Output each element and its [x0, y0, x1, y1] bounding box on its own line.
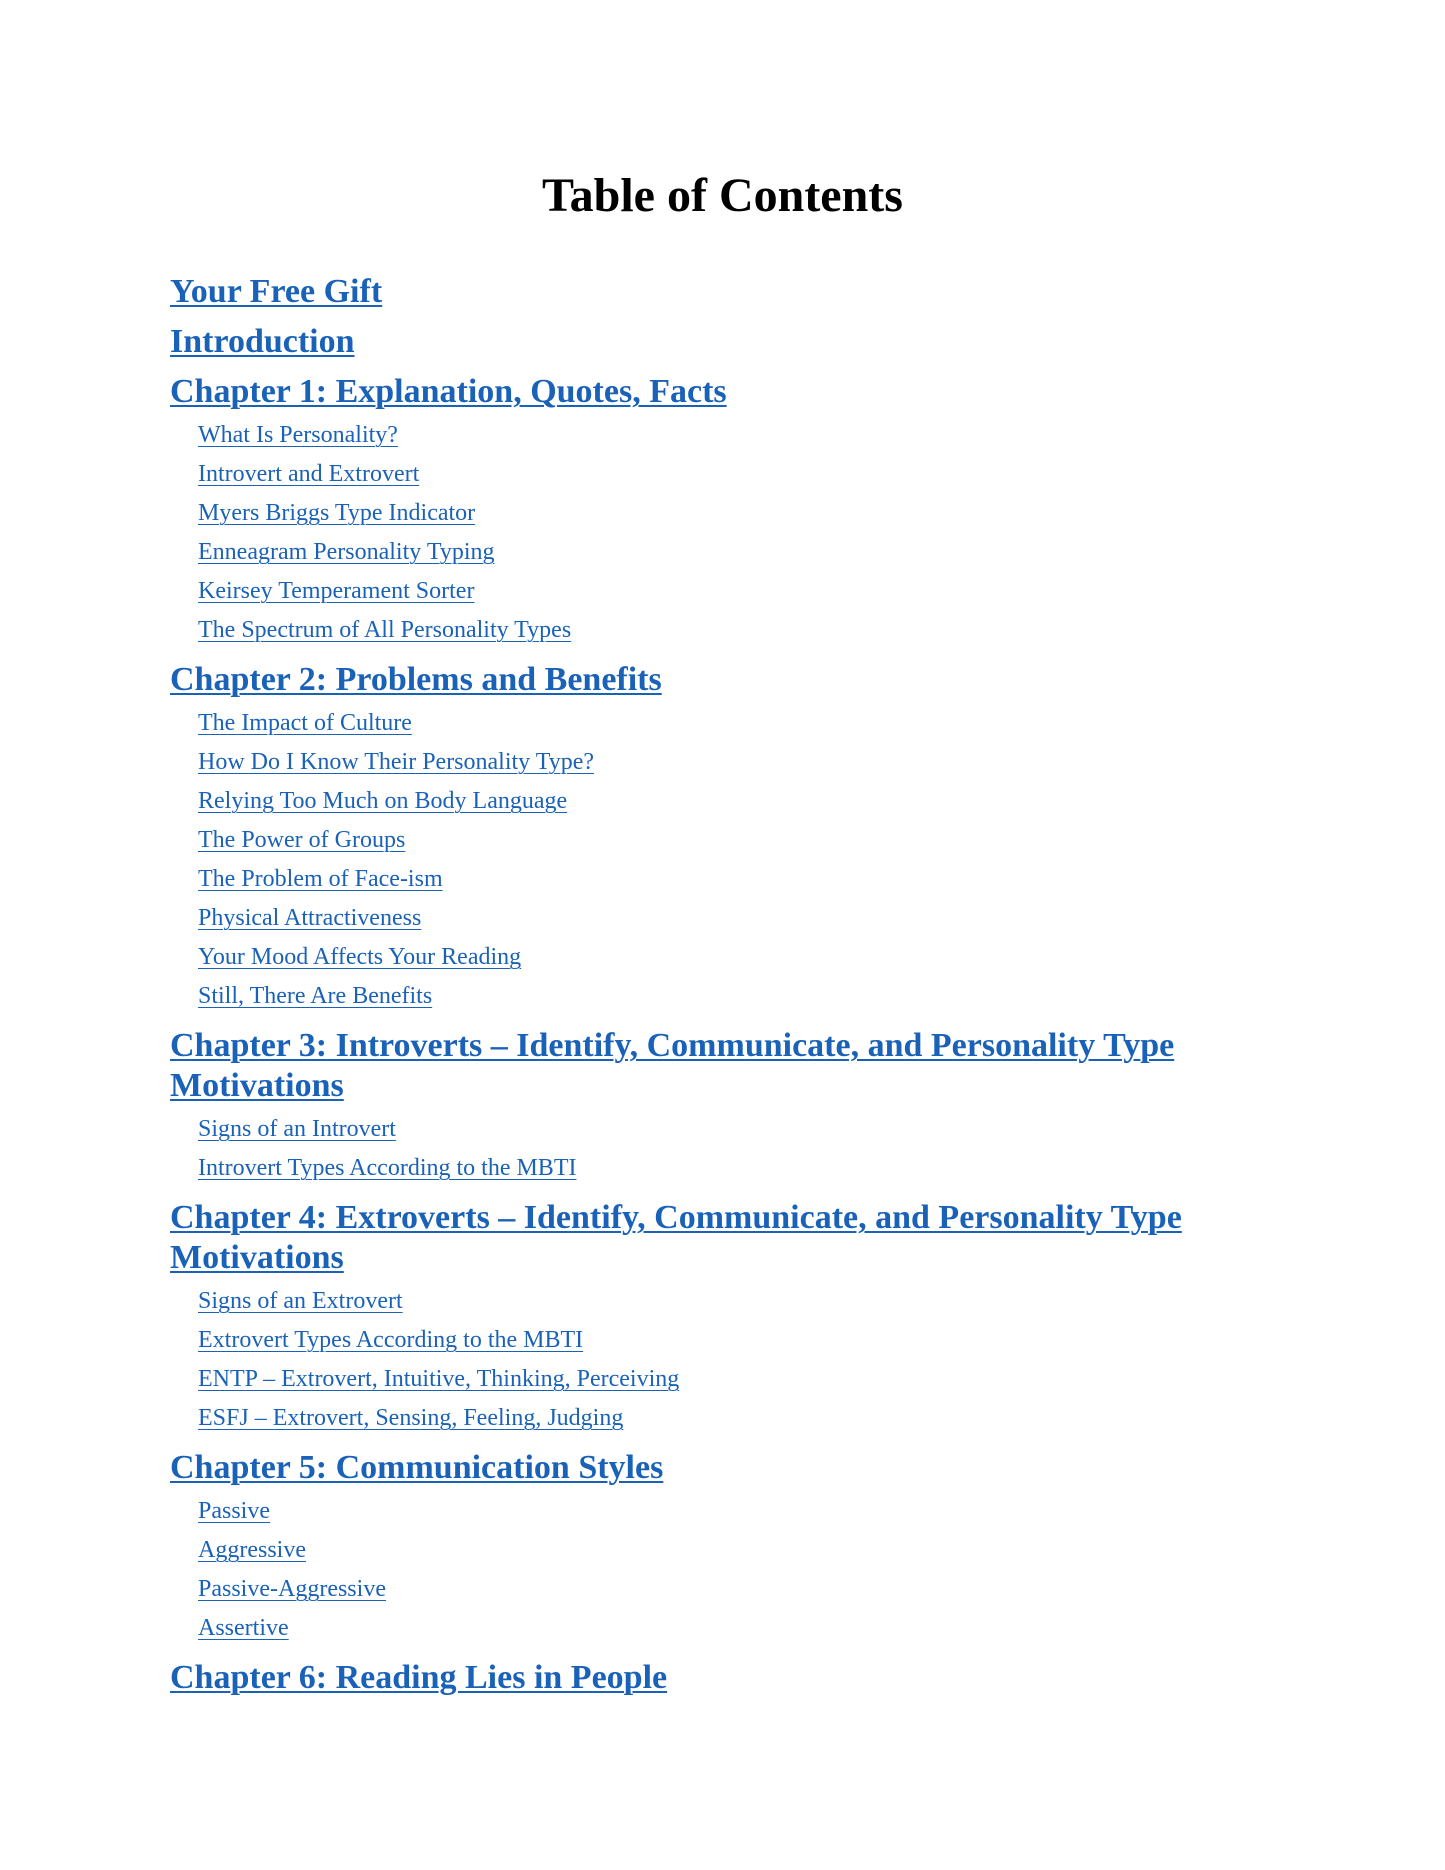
toc-section-entry	[170, 743, 1310, 782]
toc-section-link[interactable]: The Impact of Culture	[198, 710, 412, 736]
toc-chapter-link[interactable]: Chapter 4: Extroverts – Identify, Communicate, and Personality Type Motivations	[170, 1199, 1182, 1276]
toc-section-entry	[170, 1110, 1310, 1149]
toc-section-entry	[170, 1282, 1310, 1321]
toc-section-link[interactable]: Aggressive	[198, 1537, 306, 1563]
toc-section-entry	[170, 782, 1310, 821]
toc-chapter-entry	[170, 1448, 1310, 1488]
toc-chapter-link[interactable]: Chapter 2: Problems and Benefits	[170, 661, 662, 698]
toc-section-entry	[170, 938, 1310, 977]
toc-section-entry	[170, 1492, 1310, 1531]
toc-chapter-link[interactable]: Chapter 6: Reading Lies in People	[170, 1659, 668, 1696]
toc-chapter-entry	[170, 1198, 1310, 1278]
page-title: Table of Contents	[542, 169, 903, 222]
toc-section-link[interactable]: Your Mood Affects Your Reading	[198, 944, 522, 970]
toc-chapter-entry	[170, 1658, 1310, 1698]
toc-section-entry	[170, 1360, 1310, 1399]
toc-section-entry	[170, 455, 1310, 494]
toc-section-link[interactable]: Introvert Types According to the MBTI	[198, 1155, 577, 1181]
toc-section-entry	[170, 704, 1310, 743]
toc-section-link[interactable]: Signs of an Introvert	[198, 1116, 396, 1142]
toc-chapter-link[interactable]: Chapter 5: Communication Styles	[170, 1449, 664, 1486]
toc-section-entry	[170, 572, 1310, 611]
toc-section-entry	[170, 977, 1310, 1016]
toc-chapter-entry	[170, 322, 1310, 362]
toc-section-link[interactable]: ENTP – Extrovert, Intuitive, Thinking, Perceiving	[198, 1366, 680, 1392]
toc-section-link[interactable]: Myers Briggs Type Indicator	[198, 500, 476, 526]
toc-section-link[interactable]: Keirsey Temperament Sorter	[198, 578, 475, 604]
toc-chapter-entry	[170, 1026, 1310, 1106]
toc-section-link[interactable]: What Is Personality?	[198, 422, 398, 448]
toc-section-link[interactable]: Relying Too Much on Body Language	[198, 788, 568, 814]
toc-chapter-entry	[170, 272, 1310, 312]
toc-section-entry	[170, 1321, 1310, 1360]
toc-section-entry	[170, 1399, 1310, 1438]
toc-section-link[interactable]: Signs of an Extrovert	[198, 1288, 403, 1314]
table-of-contents	[170, 272, 1310, 1702]
toc-section-entry	[170, 416, 1310, 455]
toc-section-link[interactable]: Still, There Are Benefits	[198, 983, 433, 1009]
toc-section-entry	[170, 1149, 1310, 1188]
toc-section-link[interactable]: Enneagram Personality Typing	[198, 539, 495, 565]
toc-section-entry	[170, 860, 1310, 899]
toc-chapter-link[interactable]: Introduction	[170, 323, 355, 360]
toc-chapter-link[interactable]: Chapter 3: Introverts – Identify, Communicate, and Personality Type Motivations	[170, 1027, 1175, 1104]
toc-section-entry	[170, 533, 1310, 572]
toc-section-entry	[170, 494, 1310, 533]
toc-section-entry	[170, 1531, 1310, 1570]
toc-section-link[interactable]: How Do I Know Their Personality Type?	[198, 749, 595, 775]
toc-chapter-link[interactable]: Your Free Gift	[170, 273, 383, 310]
toc-section-link[interactable]: The Problem of Face-ism	[198, 866, 443, 892]
toc-section-link[interactable]: Assertive	[198, 1615, 289, 1641]
toc-section-link[interactable]: Passive	[198, 1498, 270, 1524]
toc-section-entry	[170, 899, 1310, 938]
toc-section-link[interactable]: The Spectrum of All Personality Types	[198, 617, 572, 643]
toc-section-link[interactable]: ESFJ – Extrovert, Sensing, Feeling, Judging	[198, 1405, 624, 1431]
toc-section-entry	[170, 611, 1310, 650]
toc-chapter-entry	[170, 372, 1310, 412]
toc-chapter-entry	[170, 660, 1310, 700]
toc-chapter-link[interactable]: Chapter 1: Explanation, Quotes, Facts	[170, 373, 727, 410]
toc-section-link[interactable]: Introvert and Extrovert	[198, 461, 420, 487]
toc-section-link[interactable]: The Power of Groups	[198, 827, 406, 853]
toc-section-link[interactable]: Extrovert Types According to the MBTI	[198, 1327, 584, 1353]
toc-section-entry	[170, 821, 1310, 860]
toc-section-link[interactable]: Passive-Aggressive	[198, 1576, 386, 1602]
toc-section-entry	[170, 1609, 1310, 1648]
toc-section-link[interactable]: Physical Attractiveness	[198, 905, 422, 931]
toc-section-entry	[170, 1570, 1310, 1609]
